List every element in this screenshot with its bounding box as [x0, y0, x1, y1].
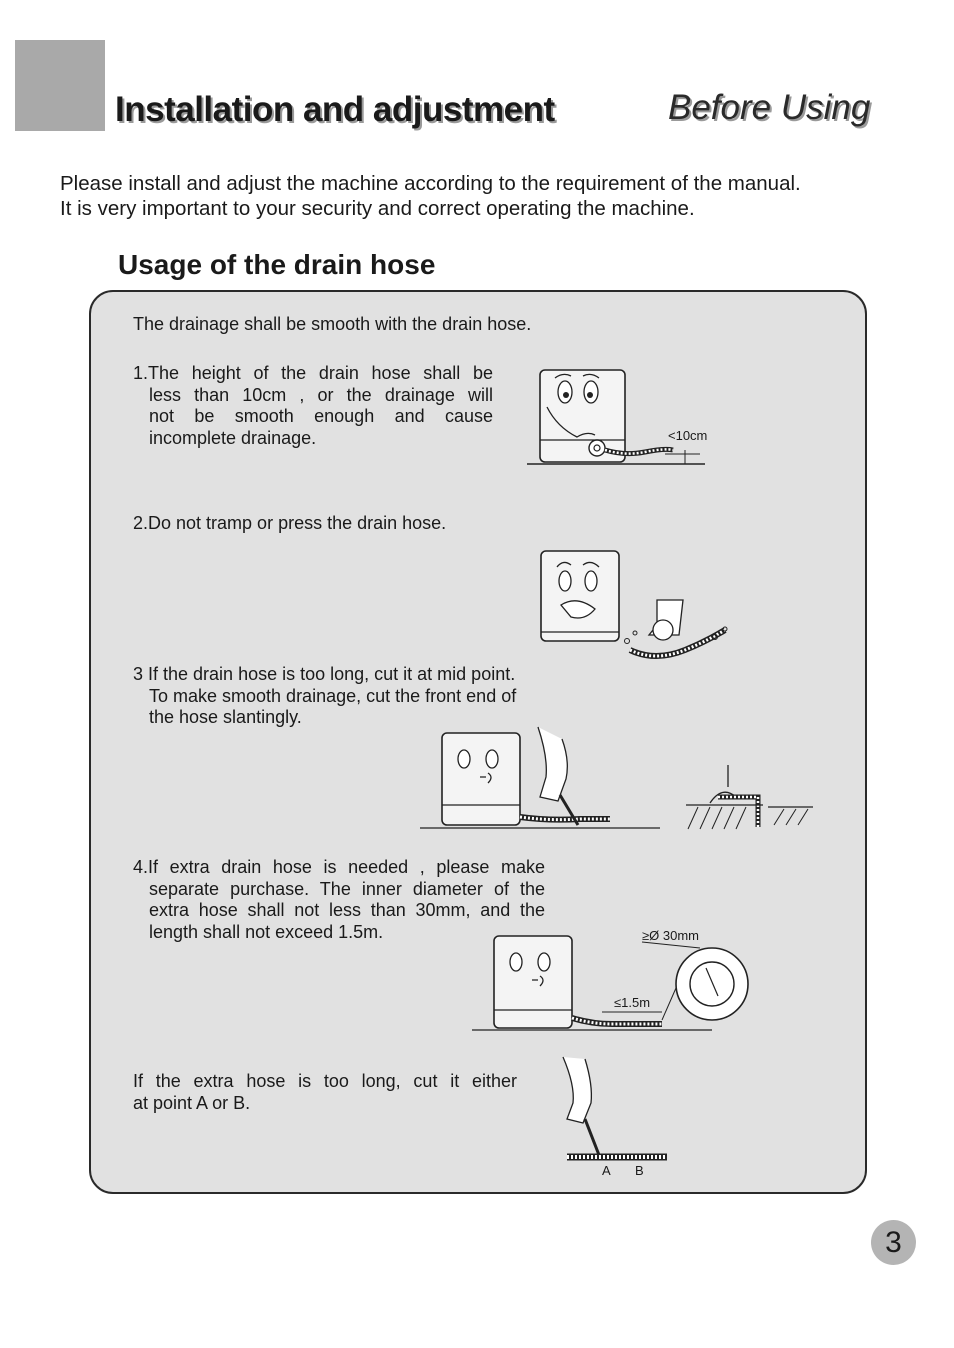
item-1-line-1: 1.The height of the drain hose shall be — [133, 363, 493, 383]
intro-line-2: It is very important to your security and correct operating the machine. — [60, 197, 695, 220]
item-1-line-2: less than 10cm , or the drainage will — [149, 384, 493, 405]
intro-line-1: Please install and adjust the machine according to the requirement of the manual. — [60, 172, 801, 195]
figure-label-height: <10cm — [668, 428, 708, 443]
header-gray-block — [15, 40, 105, 131]
figure-label-point-a: A — [602, 1163, 611, 1178]
item-4-line-4: length shall not exceed 1.5m. — [149, 921, 384, 942]
figure-label-diameter: ≥Ø 30mm — [642, 928, 699, 943]
page-title: Installation and adjustment — [115, 90, 555, 129]
figure-label-length: ≤1.5m — [614, 995, 651, 1010]
section-subheading: Usage of the drain hose — [118, 249, 436, 280]
instruction-item-5 — [133, 1071, 517, 1114]
item-3-line-1: 3 If the drain hose is too long, cut it at mid point. — [133, 664, 516, 684]
instruction-item-3 — [133, 664, 543, 729]
figure-hose-height — [525, 362, 725, 472]
item-5-line-2: at point A or B. — [133, 1092, 251, 1113]
item-4-line-1: 4.If extra drain hose is needed , please make — [133, 857, 545, 877]
item-4-line-2: separate purchase. The inner diameter of the — [149, 878, 545, 899]
item-1-line-4: incomplete drainage. — [149, 427, 317, 448]
instruction-item-2: 2.Do not tramp or press the drain hose. — [133, 513, 447, 533]
item-5-line-1: If the extra hose is too long, cut it either — [133, 1071, 517, 1091]
item-1-line-3: not be smooth enough and cause — [149, 406, 493, 427]
page-number-badge: 3 — [871, 1220, 916, 1265]
figure-hose-tramp — [535, 545, 735, 670]
figure-extra-hose — [470, 928, 760, 1038]
item-3-line-2: To make smooth drainage, cut the front end of — [149, 685, 517, 706]
figure-label-point-b: B — [635, 1163, 644, 1178]
item-4-line-3: extra hose shall not less than 30mm, and the — [149, 900, 545, 921]
instruction-item-1 — [133, 363, 493, 449]
panel-lead-text: The drainage shall be smooth with the drain hose. — [133, 314, 532, 334]
figure-hose-cut — [418, 725, 818, 835]
section-label: Before Using — [668, 88, 871, 127]
item-3-line-3: the hose slantingly. — [149, 707, 302, 728]
figure-cut-points — [555, 1055, 675, 1180]
